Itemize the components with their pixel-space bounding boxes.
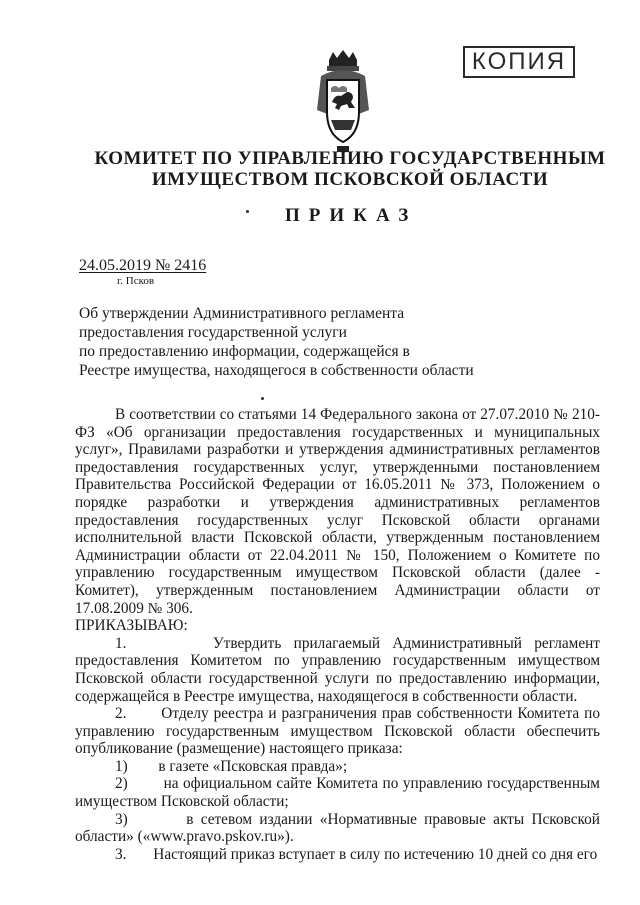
- order-body: [75, 406, 600, 863]
- order-command: ПРИКАЗЫВАЮ:: [75, 617, 188, 635]
- subitem-number: 3): [115, 810, 128, 828]
- order-subject: [79, 304, 474, 380]
- item-text: Настоящий приказ вступает в силу по истечению 10 дней со дня его: [153, 845, 598, 863]
- preamble-paragraph: В соответствии со статьями 14 Федерального закона от 27.07.2010 № 210-ФЗ «Об организации предоставления государственных и муниципальных услуг», Правилами разработки и утверждения административных регламентов предоставления государственных услуг, утвержденными постановлением Правительства Российской Федерации от 16.05.2011 № 373, Положением о порядке разработки и утверждения административных регламентов предоставления государственных услуг Псковской области органами исполнительной власти Псковской области, утвержденным постановлением Администрации области от 22.04.2011 № 150, Положением о Комитете по управлению государственным имуществом Псковской области (далее - Комитет), утвержденным постановлением Администрации области от 17.08.2009 № 306.: [75, 406, 600, 617]
- scan-speck: [246, 210, 249, 213]
- order-subitem: [75, 775, 600, 810]
- subject-line: Об утверждении Административного регламента: [79, 305, 405, 322]
- copy-stamp: КОПИЯ: [463, 46, 575, 78]
- item-number: 2.: [115, 705, 127, 723]
- subitem-number: 1): [115, 757, 128, 775]
- coat-of-arms-icon: [307, 50, 379, 158]
- item-number: 3.: [115, 845, 127, 863]
- subitem-text: в газете «Псковская правда»;: [158, 757, 348, 775]
- subject-line: Реестре имущества, находящегося в собственности области: [79, 362, 474, 379]
- item-text: Утвердить прилагаемый Административный регламент предоставления Комитетом по управлению государственным имуществом Псковской области государственной услуги по предоставлению информации, содержащейся в Реестре имущества, находящегося в собственности области.: [75, 634, 600, 705]
- subitem-number: 2): [115, 775, 128, 793]
- order-subitem: [75, 758, 600, 776]
- scan-speck: [261, 397, 264, 400]
- subject-line: предоставления государственной услуги: [79, 324, 347, 341]
- organization-name-line1: КОМИТЕТ ПО УПРАВЛЕНИЮ ГОСУДАРСТВЕННЫМ: [94, 148, 606, 169]
- order-city: г. Псков: [117, 275, 155, 287]
- order-item: [75, 846, 600, 864]
- order-item: [75, 705, 600, 758]
- document-type-title: ПРИКАЗ: [285, 205, 418, 226]
- organization-name-line2: ИМУЩЕСТВОМ ПСКОВСКОЙ ОБЛАСТИ: [151, 169, 549, 190]
- item-number: 1.: [115, 634, 127, 652]
- order-subitem: [75, 811, 600, 846]
- subject-line: по предоставлению информации, содержащейся в: [79, 343, 410, 360]
- order-date-number: 24.05.2019 № 2416: [79, 257, 207, 274]
- subitem-text: в сетевом издании «Нормативные правовые акты Псковской области» («www.pravo.pskov.ru»).: [75, 810, 600, 846]
- item-text: Отделу реестра и разграничения прав собственности Комитета по управлению государственным имуществом Псковской области обеспечить опубликование (размещение) настоящего приказа:: [75, 705, 600, 758]
- order-item: [75, 635, 600, 705]
- subitem-text: на официальном сайте Комитета по управлению государственным имуществом Псковской области;: [75, 775, 600, 811]
